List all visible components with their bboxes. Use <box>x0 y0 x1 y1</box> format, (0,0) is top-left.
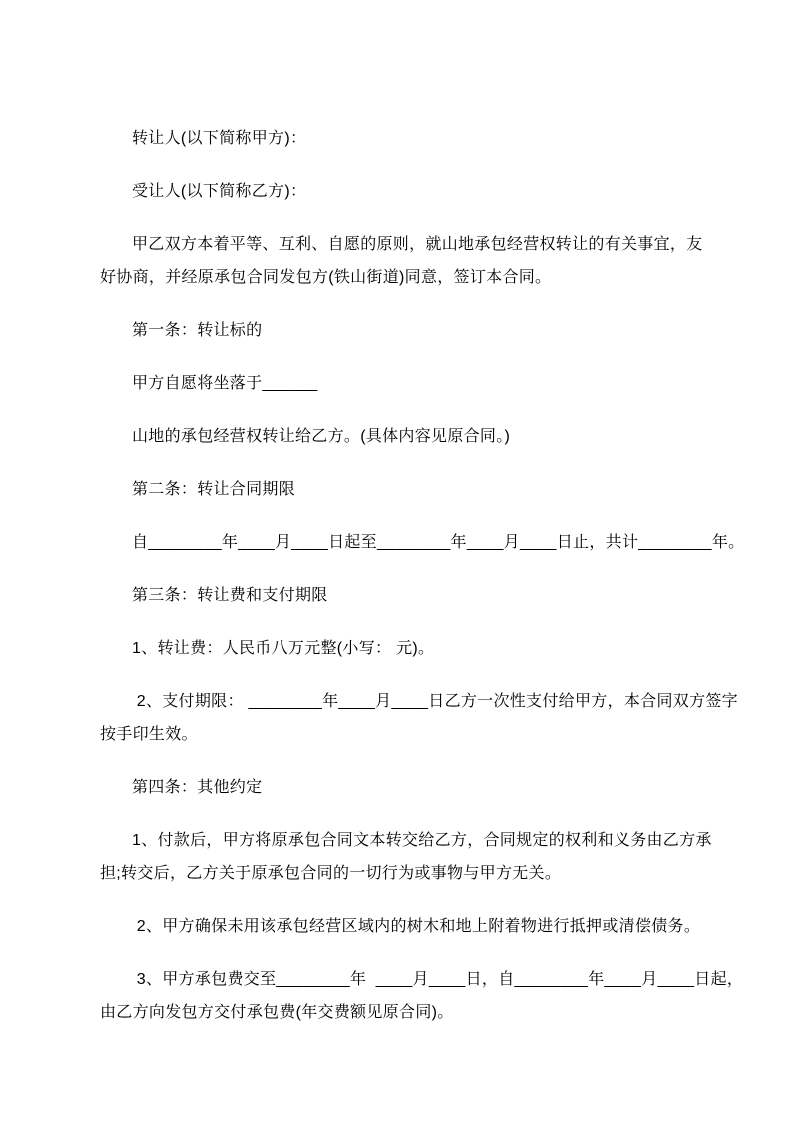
text-line: 受让人(以下简称乙方)： <box>132 183 307 200</box>
clause-1-content-line <box>100 420 703 453</box>
transferee-line <box>100 175 703 208</box>
text-line: 山地的承包经营权转让给乙方。(具体内容见原合同。) <box>132 428 511 445</box>
text-line: 自________年____月____日起至________年____月____日止，共计________年。 <box>132 534 745 551</box>
preamble-paragraph <box>100 228 703 294</box>
clause-3-heading <box>100 579 703 612</box>
text-line: 3、甲方承包费交至________年 ____月____日，自________年____月____日起， <box>132 971 744 988</box>
text-line: 第三条：转让费和支付期限 <box>132 587 328 604</box>
text-line: 第二条：转让合同期限 <box>132 481 296 498</box>
text-line: 甲方自愿将坐落于______ <box>132 375 318 392</box>
text-line: 1、付款后，甲方将原承包合同文本转交给乙方，合同规定的权利和义务由乙方承 <box>132 832 712 849</box>
text-line: 2、支付期限： ________年____月____日乙方一次性支付给甲方，本合同双方签字 <box>132 693 738 710</box>
clause-4-item-1 <box>100 824 712 890</box>
clause-1-heading <box>100 314 703 347</box>
text-line: 按手印生效。 <box>100 726 198 743</box>
clause-2-term-line <box>100 526 745 559</box>
clause-4-item-2 <box>100 910 703 943</box>
text-line: 第一条：转让标的 <box>132 322 263 339</box>
clause-3-item-1 <box>100 632 703 665</box>
text-line: 由乙方向发包方交付承包费(年交费额见原合同)。 <box>100 1004 454 1021</box>
clause-4-heading <box>100 771 703 804</box>
text-line: 甲乙双方本着平等、互利、自愿的原则，就山地承包经营权转让的有关事宜，友 <box>132 236 703 253</box>
clause-1-location-line <box>100 367 703 400</box>
clause-3-item-2 <box>100 685 738 751</box>
text-line: 转让人(以下简称甲方)： <box>132 130 307 147</box>
text-line: 1、转让费：人民币八万元整(小写： 元)。 <box>132 640 435 657</box>
clause-2-heading <box>100 473 703 506</box>
text-line: 好协商，并经原承包合同发包方(铁山街道)同意，签订本合同。 <box>100 269 552 286</box>
transferor-line <box>100 122 703 155</box>
text-line: 2、甲方确保未用该承包经营区域内的树木和地上附着物进行抵押或清偿债务。 <box>132 918 701 935</box>
clause-4-item-3 <box>100 963 744 1029</box>
text-line: 担;转交后，乙方关于原承包合同的一切行为或事物与甲方无关。 <box>100 865 562 882</box>
text-line: 第四条：其他约定 <box>132 779 263 796</box>
